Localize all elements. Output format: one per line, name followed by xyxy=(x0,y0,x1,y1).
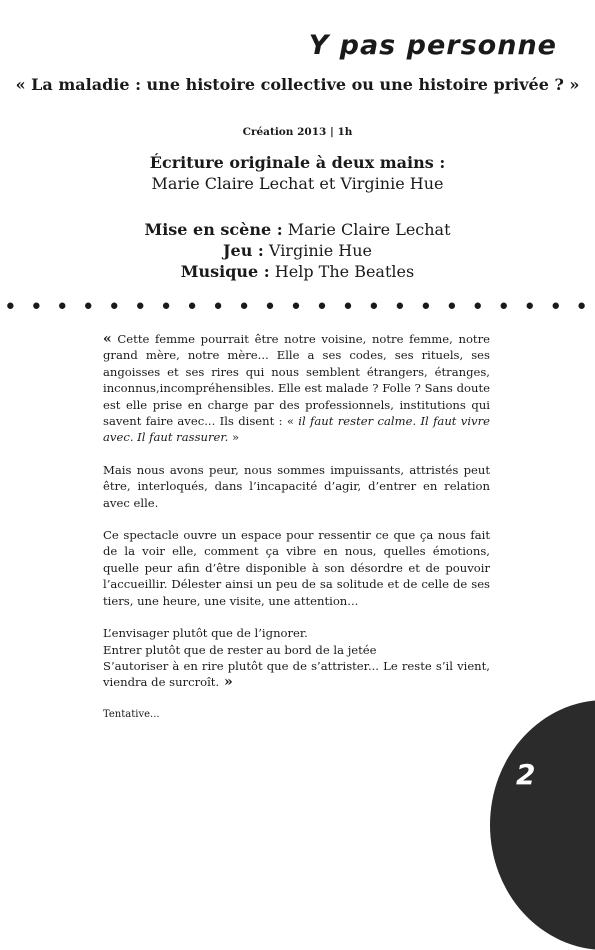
direction-label: Mise en scène : xyxy=(144,220,283,239)
writing-label: Écriture originale à deux mains : xyxy=(149,153,446,172)
music-value: Help The Beatles xyxy=(269,262,415,281)
music-label: Musique : xyxy=(180,262,270,281)
direction-value: Marie Claire Lechat xyxy=(282,220,451,239)
body-text xyxy=(103,331,490,723)
paragraph-intro-text: Cette femme pourrait être notre voisine, notre femme, notre grand mère, notre mère... Elle a ses codes, ses rituels, ses angoisses et ses rires qui nous semblent étrangers, étranges, inconnus,incompréhensibles. Elle est malade ? Folle ? Sans doute est elle prise en charge par des professionnels, institutions qui savent faire avec... Ils disent : « xyxy=(103,332,490,429)
page-title: Y pas personne xyxy=(308,30,557,61)
opening-quote: « xyxy=(103,331,112,347)
direction-credit xyxy=(0,219,595,240)
paragraph-line-3 xyxy=(103,658,490,691)
paragraph-intro-end: » xyxy=(228,430,240,445)
creation-info: Création 2013 | 1h xyxy=(242,126,353,138)
closing-quote: » xyxy=(219,674,233,691)
paragraph-fear: Mais nous avons peur, nous sommes impuissants, attristés peut être, interloqués, dans l’incapacité d’agir, d’entrer en relation avec elle. xyxy=(103,462,490,510)
page-subtitle: « La maladie : une histoire collective ou une histoire privée ? » xyxy=(15,75,580,94)
writing-credit xyxy=(0,152,595,194)
quoted-italic: il faut rester calme. Il faut vivre avec. Il faut rassurer. xyxy=(103,414,490,445)
page-number: 2 xyxy=(516,758,536,791)
page-number-blob xyxy=(490,700,595,950)
paragraph-line-3-text: S’autoriser à en rire plutôt que de s’attrister... Le reste s’il vient, viendra de surcroît. xyxy=(103,658,490,690)
cast-credits xyxy=(0,219,595,282)
paragraph-space: Ce spectacle ouvre un espace pour ressentir ce que ça nous fait de la voir elle, comment ça vibre en nous, quelles émotions, quelle peur afin d’être disponible à son désordre et de pouvoir l’accueillir. Délester ainsi un peu de sa solitude et de celle de ses tiers, une heure, une visite, une attention... xyxy=(103,528,490,608)
paragraph-line-2: Entrer plutôt que de rester au bord de la jetée xyxy=(103,642,377,657)
acting-value: Virginie Hue xyxy=(263,241,373,260)
acting-credit xyxy=(0,240,595,261)
writing-value: Marie Claire Lechat et Virginie Hue xyxy=(151,174,444,193)
dotted-separator: • • • • • • • • • • • • • • • • • • • • • • • xyxy=(3,295,592,320)
paragraph-intro xyxy=(103,331,490,446)
acting-label: Jeu : xyxy=(222,241,264,260)
tentative-note: Tentative... xyxy=(103,708,160,720)
music-credit xyxy=(0,261,595,282)
paragraph-line-1: L’envisager plutôt que de l’ignorer. xyxy=(103,626,308,641)
